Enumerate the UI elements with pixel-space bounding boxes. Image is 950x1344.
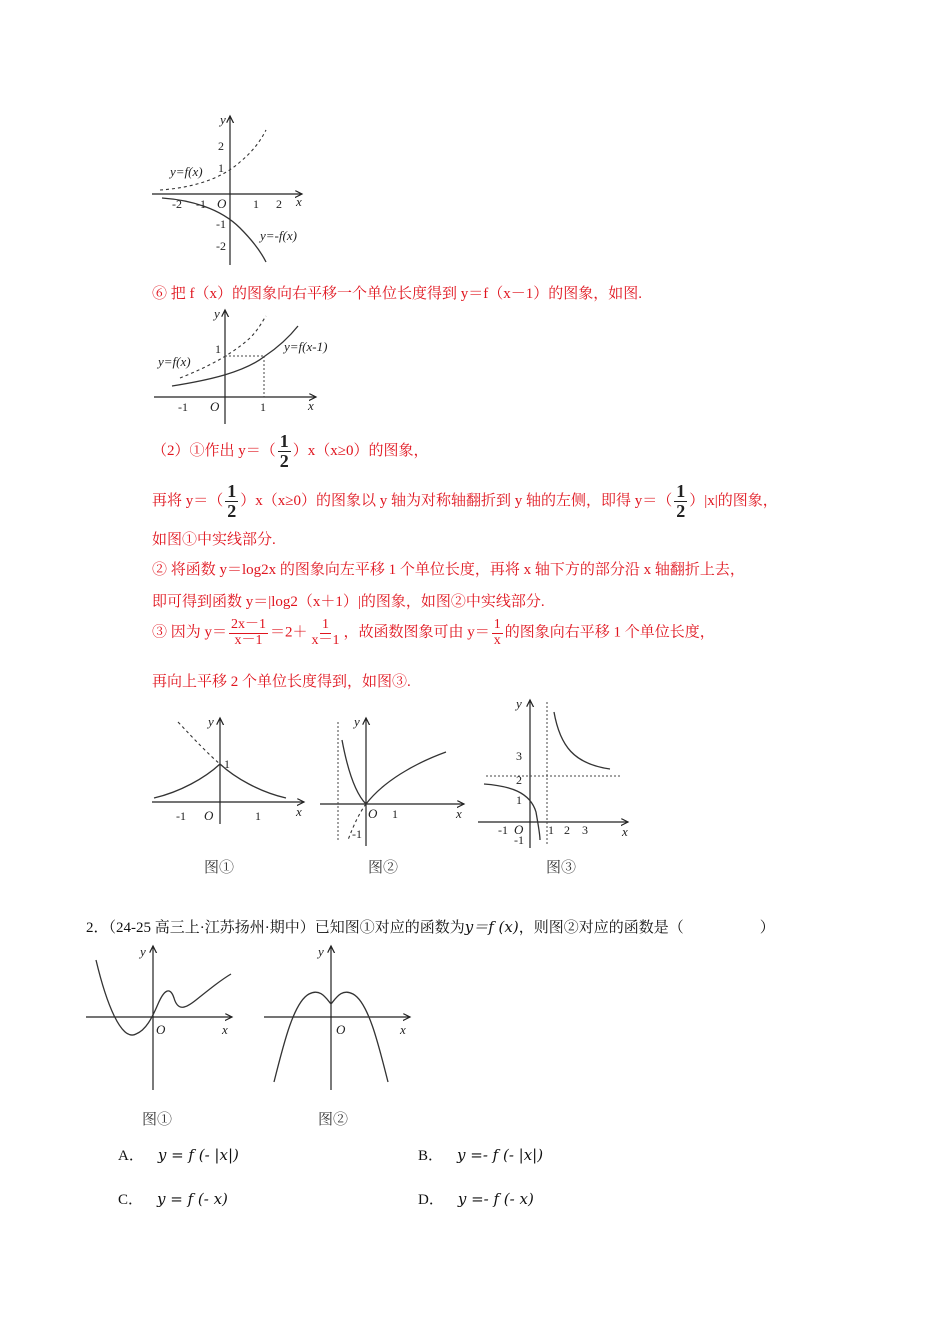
step6-text: ⑥ 把 f（x）的图象向右平移一个单位长度得到 y＝f（x－1）的图象，如图. bbox=[152, 286, 642, 302]
graph-fig1-abs bbox=[150, 712, 310, 827]
part2-line1: （2）①作出 y＝（ $\frac{1}{2}$ ）x（x≥0）的图象， bbox=[152, 431, 429, 471]
graph-fig2-log bbox=[318, 712, 468, 847]
tick-y-2: 2 bbox=[516, 773, 522, 787]
question-2-stem: 2．（24-25 高三上·江苏扬州·期中）已知图①对应的函数为y＝f (x)，则图②对应的函数是（ ） bbox=[86, 918, 775, 936]
origin-label: O bbox=[368, 806, 378, 821]
solid-curve bbox=[342, 740, 446, 804]
y-axis-label: y bbox=[516, 696, 522, 711]
fraction-c: $\frac{1}{x}$ bbox=[493, 617, 501, 648]
tick-x-neg1: -1 bbox=[178, 400, 188, 414]
branch-right bbox=[554, 712, 610, 769]
y-axis-label: y bbox=[214, 306, 220, 321]
option-letter: C． bbox=[118, 1192, 144, 1208]
graph-fig3-hyperbola bbox=[474, 694, 634, 849]
x-axis-label: x bbox=[296, 194, 302, 209]
caption-fig1: 图① bbox=[204, 860, 235, 876]
option-letter: A． bbox=[118, 1148, 144, 1164]
fraction-half: $\frac{1}{2}$ bbox=[227, 481, 237, 521]
part2-line5: 即可得到函数 y＝|log2（x＋1）|的图象，如图②中实线部分. bbox=[152, 594, 545, 610]
origin-label: O bbox=[514, 822, 524, 837]
tick-neg1: -1 bbox=[352, 827, 362, 841]
y-axis-label: y bbox=[140, 944, 146, 959]
part2-line2: 再将 y＝（ $\frac{1}{2}$ ）x（x≥0）的图象以 y 轴为对称轴翻折到 y 轴的左侧，即得 y＝（ $\frac{1}{2}$ ）|x|的图象， bbox=[152, 481, 778, 521]
origin-label: O bbox=[210, 399, 220, 414]
question-caption-1: 图① bbox=[142, 1112, 173, 1128]
graph-f-and-neg-f bbox=[150, 110, 320, 270]
fraction-half: $\frac{1}{2}$ bbox=[279, 431, 289, 471]
part2-line3: 如图①中实线部分. bbox=[152, 532, 276, 548]
tick-x-neg1: -1 bbox=[196, 197, 206, 211]
curve-f bbox=[180, 316, 266, 378]
tick-y-1: 1 bbox=[516, 793, 522, 807]
question-graph-2 bbox=[264, 942, 414, 1090]
tick-x-1: 1 bbox=[253, 197, 259, 211]
origin-label: O bbox=[156, 1022, 166, 1037]
y-axis-label: y bbox=[318, 944, 324, 959]
fraction-b: $\frac{1}{x-1}$ bbox=[311, 617, 340, 648]
x-axis-label: x bbox=[400, 1022, 406, 1037]
question-graph-1 bbox=[86, 942, 236, 1090]
option-expr: y = f (- |x|) bbox=[157, 1146, 239, 1164]
tick-x-2: 2 bbox=[564, 823, 570, 837]
tick-y-1: 1 bbox=[224, 757, 230, 771]
y-axis-label: y bbox=[208, 714, 214, 729]
tick-x-3: 3 bbox=[582, 823, 588, 837]
x-axis-label: x bbox=[296, 804, 302, 819]
option-d[interactable] bbox=[418, 1188, 534, 1209]
question-function: y＝f (x) bbox=[464, 918, 519, 936]
branch-left bbox=[484, 784, 540, 840]
part2-line6: ③ 因为 y＝ $\frac{2x-1}{x-1}$ ＝2＋ $\frac{1}{x-1}$ ，故函数图象可由 y＝ $\frac{1}{x}$ 的图象向右平移 1 个单位长度， bbox=[152, 617, 715, 648]
tick-x-2: 2 bbox=[276, 197, 282, 211]
y-axis-label: y bbox=[220, 112, 226, 127]
tick-y-neg1: -1 bbox=[216, 217, 226, 231]
option-letter: D． bbox=[418, 1192, 444, 1208]
part2-line4: ② 将函数 y＝log2x 的图象向左平移 1 个单位长度，再将 x 轴下方的部分沿 x 轴翻折上去， bbox=[152, 562, 745, 578]
tick-x-1: 1 bbox=[392, 807, 398, 821]
option-expr: y =- f (- x) bbox=[457, 1190, 534, 1208]
tick-y-1: 1 bbox=[215, 342, 221, 356]
part2-line7: 再向上平移 2 个单位长度得到，如图③. bbox=[152, 674, 411, 690]
fraction-a: $\frac{2x-1}{x-1}$ bbox=[231, 617, 267, 648]
label-f: y=f(x) bbox=[158, 354, 191, 369]
option-c[interactable] bbox=[118, 1188, 228, 1209]
curve-f bbox=[160, 130, 266, 190]
x-axis-label: x bbox=[622, 824, 628, 839]
label-f: y=f(x) bbox=[170, 164, 203, 179]
tick-x-neg1: -1 bbox=[176, 809, 186, 823]
question-caption-2: 图② bbox=[318, 1112, 349, 1128]
label-neg-f: y=-f(x) bbox=[260, 228, 297, 243]
tick-x-neg1: -1 bbox=[498, 823, 508, 837]
graph-shift-right bbox=[150, 306, 350, 426]
tick-x-1: 1 bbox=[255, 809, 261, 823]
x-axis-label: x bbox=[222, 1022, 228, 1037]
option-a[interactable] bbox=[118, 1144, 239, 1165]
tick-x-1: 1 bbox=[260, 400, 266, 414]
option-letter: B． bbox=[418, 1148, 444, 1164]
tick-y-1: 1 bbox=[218, 161, 224, 175]
label-f-minus-1: y=f(x-1) bbox=[284, 339, 328, 354]
tick-y-3: 3 bbox=[516, 749, 522, 763]
option-b[interactable] bbox=[418, 1144, 543, 1165]
tick-y-neg1: -1 bbox=[514, 833, 524, 847]
origin-label: O bbox=[204, 808, 214, 823]
origin-label: O bbox=[336, 1022, 346, 1037]
tick-x-neg2: -2 bbox=[172, 197, 182, 211]
tick-y-2: 2 bbox=[218, 139, 224, 153]
origin-label: O bbox=[217, 196, 227, 211]
option-expr: y = f (- x) bbox=[157, 1190, 228, 1208]
tick-y-neg2: -2 bbox=[216, 239, 226, 253]
x-axis-label: x bbox=[308, 398, 314, 413]
y-axis-label: y bbox=[354, 714, 360, 729]
tick-x-1: 1 bbox=[548, 823, 554, 837]
option-expr: y =- f (- |x|) bbox=[457, 1146, 544, 1164]
x-axis-label: x bbox=[456, 806, 462, 821]
fraction-half: $\frac{1}{2}$ bbox=[676, 481, 686, 521]
caption-fig2: 图② bbox=[368, 860, 399, 876]
caption-fig3: 图③ bbox=[546, 860, 577, 876]
